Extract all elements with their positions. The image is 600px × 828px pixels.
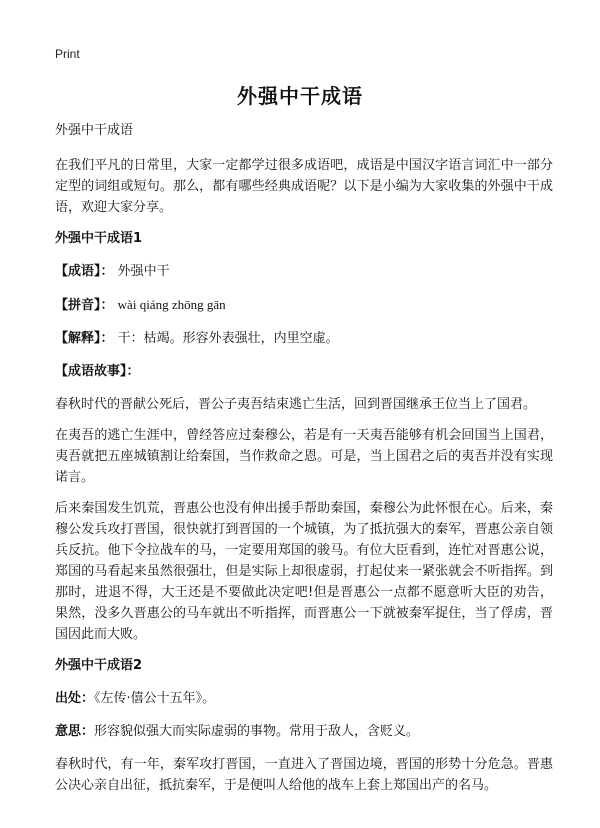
article-body	[55, 120, 553, 806]
meaning-value: 干：枯竭。形容外表强壮，内里空虚。	[117, 331, 339, 346]
source-colon: ：	[81, 691, 95, 706]
story-paragraph-2: 在夷吾的逃亡生涯中，曾经答应过秦穆公，若是有一天夷吾能够有机会回国当上国君，夷吾就把五座城镇割让给秦国，当作救命之恩。可是，当上国君之后的夷吾并没有实现诺言。	[55, 428, 553, 485]
print-link[interactable]: Print	[55, 47, 80, 61]
meaning2-colon: ：	[81, 724, 95, 739]
meaning-field	[55, 328, 553, 349]
meaning2-value: 形容貌似强大而实际虚弱的事物。常用于敌人，含贬义。	[94, 724, 420, 739]
meaning-label: 【解释】	[55, 331, 101, 346]
idiom-colon: ：	[100, 264, 114, 279]
pinyin-value: wài qiáng zhōng gān	[117, 297, 226, 312]
section-heading-1: 外强中干成语1	[55, 231, 143, 246]
story2-paragraph: 春秋时代，有一年，秦军攻打晋国，一直进入了晋国边境，晋国的形势十分危急。晋惠公决心亲自出征，抵抗秦军，于是便叫人给他的战车上套上郑国出产的名马。	[55, 757, 553, 793]
pinyin-colon: ：	[100, 298, 114, 313]
meaning2-label: 意思	[55, 724, 82, 739]
meaning2-field	[55, 721, 553, 742]
section-heading-2: 外强中干成语2	[55, 658, 143, 673]
source-field	[55, 688, 553, 709]
page-title: 外强中干成语	[237, 84, 363, 108]
story-paragraph-3: 后来秦国发生饥荒，晋惠公也没有伸出援手帮助秦国，秦穆公为此怀恨在心。后来，秦穆公发兵攻打晋国，很快就打到晋国的一个城镇，为了抵抗强大的秦军，晋惠公亲自领兵反抗。他下令拉战车的马，一定要用郑国的骏马。有位大臣看到，连忙对晋惠公说，郑国的马看起来虽然很强壮，但是实际上却很虚弱，打起仗来一紧张就会不听指挥。到那时，进退不得，大王还是不要做此决定吧!但是晋惠公一点都不愿意听大臣的劝告，果然，没多久晋惠公的马车就出不听指挥，而晋惠公一下就被秦军捉住，当了俘虏，晋国因此而大败。	[55, 501, 553, 642]
idiom-value: 外强中干	[117, 264, 170, 279]
source-value: 《左传·僖公十五年》。	[94, 691, 216, 706]
idiom-label: 【成语】	[55, 264, 101, 279]
pinyin-field	[55, 294, 553, 316]
story-paragraph-1: 春秋时代的晋献公死后，晋公子夷吾结束逃亡生活，回到晋国继承王位当上了国君。	[55, 397, 537, 412]
idiom-field	[55, 261, 553, 282]
source-label: 出处	[55, 691, 82, 706]
meaning-colon: ：	[100, 331, 114, 346]
story-label: 【成语故事】：	[55, 364, 140, 379]
article-subtitle: 外强中干成语	[55, 123, 134, 138]
intro-paragraph: 在我们平凡的日常里，大家一定都学过很多成语吧，成语是中国汉字语言词汇中一部分定型的词组或短句。那么，都有哪些经典成语呢？以下是小编为大家收集的外强中干成语，欢迎大家分享。	[55, 158, 553, 215]
pinyin-label: 【拼音】	[55, 298, 101, 313]
